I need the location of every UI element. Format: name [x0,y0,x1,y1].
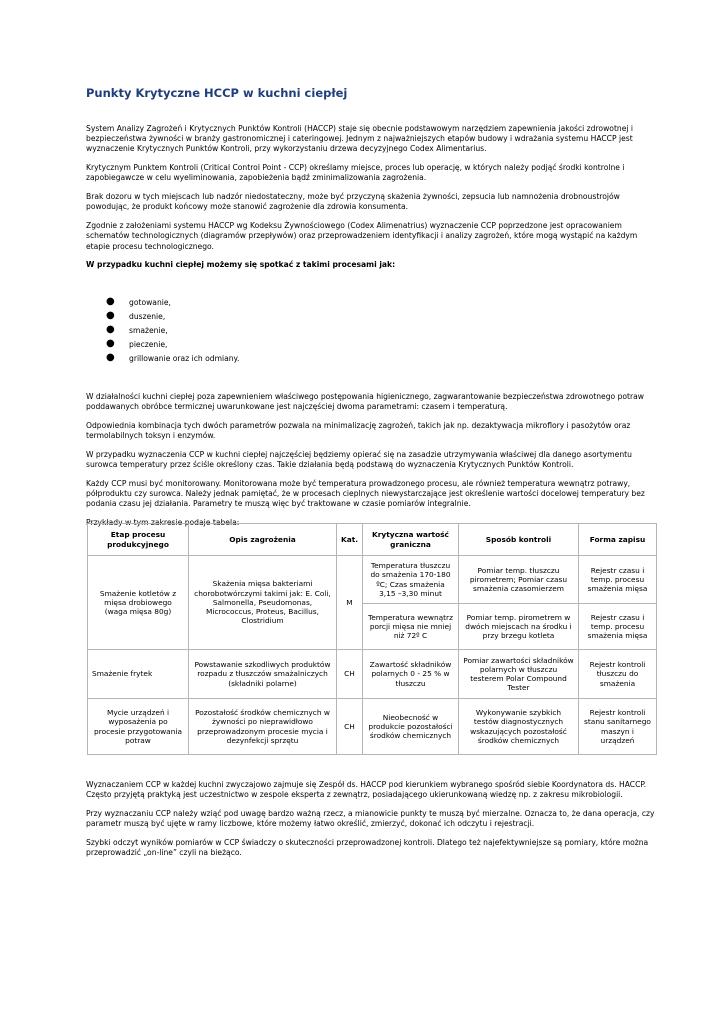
table-cell: Zawartość składników polarnych 0 - 25 % w tłuszczu [363,650,459,699]
table-cell: Smażenie frytek [88,650,189,699]
paragraph: W działalności kuchni ciepłej poza zapewnieniem właściwego postępowania higienicznego, zagwarantowanie bezpieczeństwa zdrowotnego potraw poddawanych obróbce termicznej uwarunkowane jest najczęściej dwoma parametrami: czasem i temperaturą. [86,391,645,411]
bullet-icon: ● [106,295,115,307]
paragraph: Przy wyznaczaniu CCP należy wziąć pod uwagę bardzo ważną rzecz, a mianowicie punkty te muszą być mierzalne. Oznacza to, że dana operacja, czy parametr muszą być ujęte w ramy liczbowe, które możemy łatwo określić, zmierzyć, dokonać ich odczytu i rejestracji. [86,809,655,829]
list-item [86,339,660,353]
list-item [86,325,660,339]
table-row [88,556,657,604]
table-row [88,699,657,755]
process-list [86,297,660,368]
table-cell: Powstawanie szkodliwych produktów rozpadu z tłuszczów smażalniczych (składniki polarne) [189,650,337,699]
column-header: Kat. [337,524,363,556]
closing-text [86,780,660,867]
table-cell: Pomiar temp. pirometrem w dwóch miejscach na środku i przy brzegu kotleta [459,604,579,650]
table-row [88,650,657,699]
table-cell: Rejestr czasu i temp. procesu smażenia mięsa [579,556,657,604]
paragraph: Każdy CCP musi być monitorowany. Monitorowana może być temperatura prowadzonego procesu, ale również temperatura wewnątrz potrawy, półproduktu czy surowca. Należy jednak pamiętać, że w procesach cieplnych niewystarczające jest określenie wartości docelowej temperatury bez podania czasu jej działania. Parametry te muszą więc być traktowane w czasie pomiarów integralnie. [86,478,645,508]
list-item-label: duszenie, [129,311,166,321]
paragraph: System Analizy Zagrożeń i Krytycznych Punktów Kontroli (HACCP) staje się obecnie podstawowym narzędziem zapewnienia jakości zdrowotnej i bezpieczeństwa żywności w branży gastronomicznej i cateringowej. Jednym z najważniejszych etapów budowy i wdrażania systemu HACCP jest wyznaczenie Krytycznych Punktów Kontroli, przy wykorzystaniu drzewa decyzyjnego Codex Alimentarius. [86,124,634,154]
paragraph: Wyznaczaniem CCP w każdej kuchni zwyczajowo zajmuje się Zespół ds. HACCP pod kierunkiem wybranego spośród siebie Koordynatora ds. HACCP. Często przyjętą praktyką jest uczestnictwo w zespole eksperta z zewnątrz, posiadającego ukierunkowaną wiedzę np. z zakresu mikrobiologii. [86,780,647,800]
column-header: Sposób kontroli [459,524,579,556]
table-cell: Skażenia mięsa bakteriami chorobotwórczymi takimi jak: E. Coli, Salmonella, Pseudomonas, Micrococcus, Proteus, Bacillus, Clostridium [189,556,337,650]
bullet-icon: ● [106,309,115,321]
main-text [86,124,660,537]
table-cell: Rejestr czasu i temp. procesu smażenia mięsa [579,604,657,650]
list-item-label: gotowanie, [129,297,171,307]
list-item-label: grillowanie oraz ich odmiany. [129,354,240,364]
paragraph: Brak dozoru w tych miejscach lub nadzór niedostateczny, może być przyczyną skażenia żywności, zepsucia lub namnożenia drobnoustrojów powodując, że produkt końcowy może stanowić zagrożenie dla zdrowia konsumenta. [86,192,620,212]
table-cell: Nieobecność w produkcie pozostałości środków chemicznych [363,699,459,755]
column-header: Forma zapisu [579,524,657,556]
table-cell: Temperatura tłuszczu do smażenia 170-180 ºC; Czas smażenia 3,15 –3,30 minut [363,556,459,604]
paragraph: W przypadku wyznaczenia CCP w kuchni ciepłej najczęściej będziemy opierać się na zasadzie utrzymywania właściwej dla danego asortymentu surowca temperatury przez ściśle określony czas. Takie działania będą podstawą do wyznaczenia Krytycznych Punktów Kontroli. [86,449,632,469]
list-item [86,353,660,367]
process-heading: W przypadku kuchni ciepłej możemy się spotkać z takimi procesami jak: [86,260,396,270]
table-cell: Pomiar temp. tłuszczu pirometrem; Pomiar czasu smażenia czasomierzem [459,556,579,604]
table-cell: M [337,556,363,650]
list-item-label: smażenie, [129,325,168,335]
table-cell: Mycie urządzeń i wyposażenia po procesie przygotowania potraw [88,699,189,755]
list-item-label: pieczenie, [129,340,168,350]
paragraph: Krytycznym Punktem Kontroli (Critical Control Point - CCP) określamy miejsce, proces lub operację, w których należy podjąć środki kontrolne i zapobiegawcze w celu wyeliminowania, zapobieżenia bądź zminimalizowania zagrożenia. [86,163,625,183]
paragraph: Odpowiednia kombinacja tych dwóch parametrów pozwala na minimalizację zagrożeń, takich jak np. dezaktywacja mikroflory i pasożytów oraz termolabilnych toksyn i enzymów. [86,420,631,440]
list-item [86,297,660,311]
table-cell: Smażenie kotletów z mięsa drobiowego (waga mięsa 80g) [88,556,189,650]
column-header: Opis zagrożenia [189,524,337,556]
table-cell: CH [337,699,363,755]
list-item [86,311,660,325]
bullet-icon: ● [106,323,115,335]
column-header: Etap procesu produkcyjnego [88,524,189,556]
table-cell: Wykonywanie szybkich testów diagnostycznych wskazujących pozostałość środków chemicznych [459,699,579,755]
page-title: Punkty Krytyczne HCCP w kuchni ciepłej [86,86,348,100]
paragraph: Zgodnie z założeniami systemu HACCP wg Kodeksu Żywnościowego (Codex Alimenatrius) wyznaczenie CCP poprzedzone jest opracowaniem schematów technologicznych (diagramów przepływów) oraz przeprowadzeniem identyfikacji i analizy zagrożeń, które mogą wystąpić na każdym etapie procesu technologicznego. [86,221,638,251]
table-cell: Pomiar zawartości składników polarnych w tłuszczu testerem Polar Compound Tester [459,650,579,699]
table-cell: CH [337,650,363,699]
bullet-icon: ● [106,352,115,364]
table-cell: Rejestr kontroli tłuszczu do smażenia [579,650,657,699]
table-cell: Rejestr kontroli stanu sanitarnego maszyn i urządzeń [579,699,657,755]
table-cell: Temperatura wewnątrz porcji mięsa nie mniej niż 72º C [363,604,459,650]
paragraph: Szybki odczyt wyników pomiarów w CCP świadczy o skuteczności przeprowadzonej kontroli. Dlatego też najefektywniejsze są pomiary, które można przeprowadzić „on-line” czyli na bieżąco. [86,838,649,858]
table-cell: Pozostałość środków chemicznych w żywności po nieprawidłowo przeprowadzonym procesie mycia i dezynfekcji sprzętu [189,699,337,755]
column-header: Krytyczna wartość graniczna [363,524,459,556]
bullet-icon: ● [106,338,115,350]
paragraph: Przykłady w tym zakresie podaje tabela: [86,517,240,527]
ccp-table [87,523,657,755]
table-header-row [88,524,657,556]
